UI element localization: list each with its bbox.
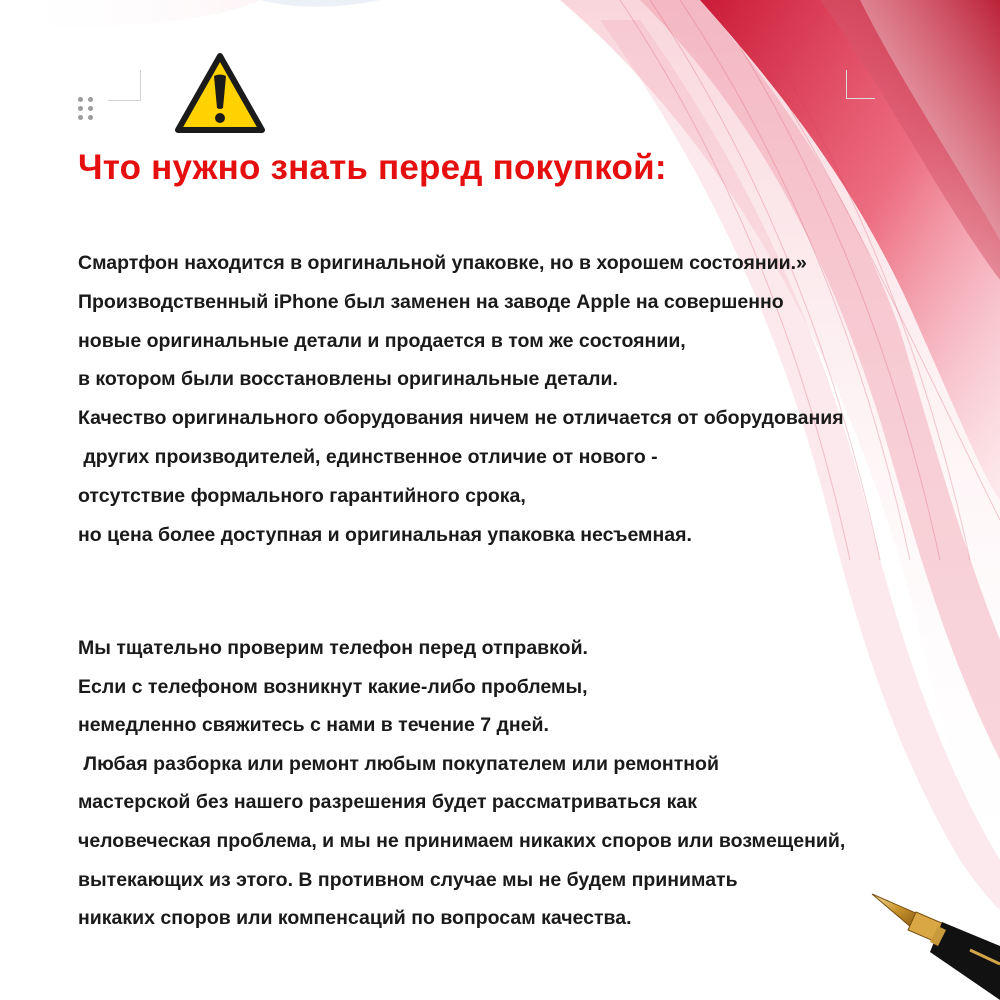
text-line: отсутствие формального гарантийного срока, bbox=[78, 484, 526, 507]
warning-triangle-icon bbox=[174, 52, 266, 134]
text-line: немедленно свяжитесь с нами в течение 7 дней. bbox=[78, 714, 549, 737]
text-line: Качество оригинального оборудования ничем не отличается от оборудования bbox=[78, 407, 844, 430]
text-line: в котором были восстановлены оригинальные детали. bbox=[78, 368, 618, 391]
text-line: Если с телефоном возникнут какие-либо проблемы, bbox=[78, 675, 588, 698]
text-line: человеческая проблема, и мы не принимаем никаких споров или возмещений, bbox=[78, 830, 846, 852]
text-line: Мы тщательно проверим телефон перед отправкой. bbox=[78, 637, 588, 659]
text-line: вытекающих из этого. В противном случае мы не будем принимать bbox=[78, 868, 738, 891]
text-line: но цена более доступная и оригинальная упаковка несъемная. bbox=[78, 523, 692, 546]
text-line: мастерской без нашего разрешения будет рассматриваться как bbox=[78, 791, 697, 814]
page-title: Что нужно знать перед покупкой: bbox=[78, 148, 667, 187]
corner-frame-right bbox=[846, 70, 875, 99]
dots-grid-icon bbox=[78, 97, 98, 125]
text-line: Производственный iPhone был заменен на заводе Apple на совершенно bbox=[78, 290, 784, 313]
text-line: других производителей, единственное отличие от нового - bbox=[78, 446, 658, 468]
corner-frame-left bbox=[108, 70, 141, 101]
fountain-pen-icon bbox=[860, 880, 1000, 1000]
text-line: новые оригинальные детали и продается в том же состоянии, bbox=[78, 329, 686, 352]
text-line: Любая разборка или ремонт любым покупателем или ремонтной bbox=[78, 752, 719, 775]
text-line: никаких споров или компенсаций по вопросам качества. bbox=[78, 907, 632, 930]
text-line: Смартфон находится в оригинальной упаковке, но в хорошем состоянии.» bbox=[78, 252, 807, 274]
